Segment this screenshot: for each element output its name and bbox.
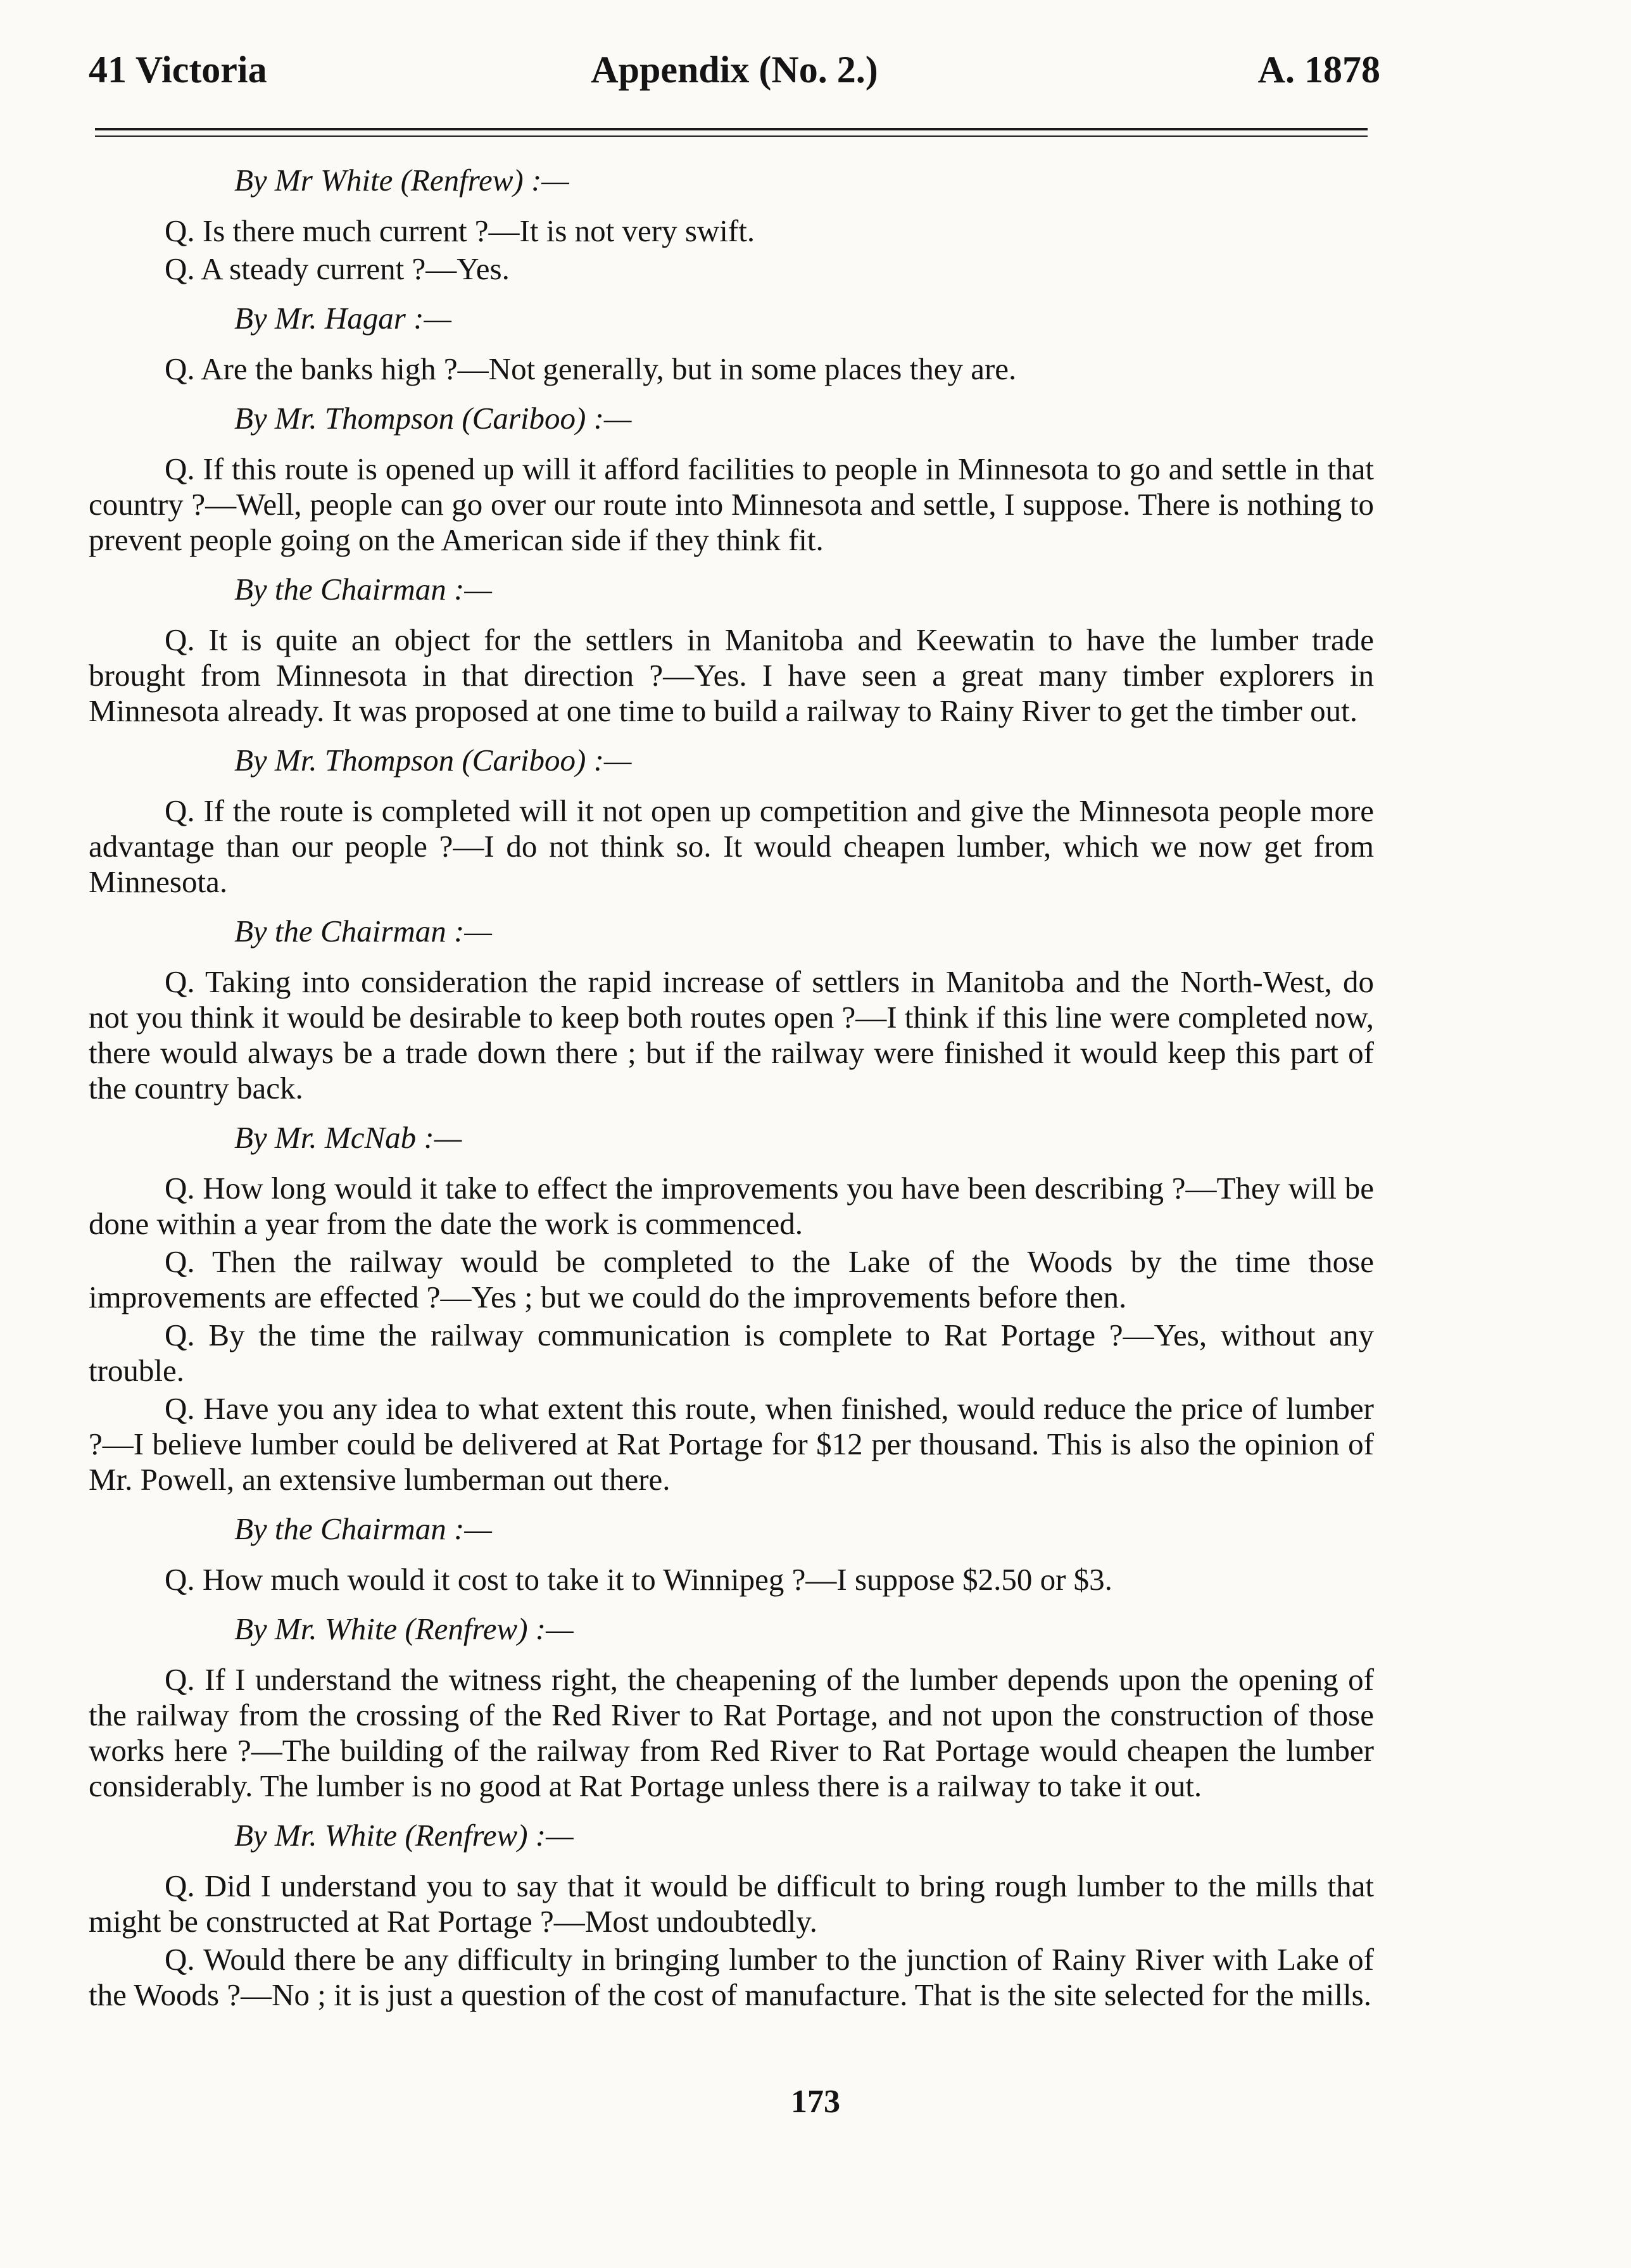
header-session: 41 Victoria [89, 49, 267, 91]
speaker-heading: By Mr. White (Renfrew) :— [234, 1611, 574, 1646]
question-answer: Q. By the time the railway communication is complete to Rat Portage ?—Yes, without any trouble. [89, 1318, 1374, 1388]
question-answer: Q. How much would it cost to take it to Winnipeg ?—I suppose $2.50 or $3. [165, 1562, 1112, 1597]
question-answer: Q. Is there much current ?—It is not very swift. [165, 213, 755, 248]
question-answer: Q. Then the railway would be completed to the Lake of the Woods by the time those improvements are effected ?—Yes ; but we could do the improvements before then. [89, 1244, 1374, 1314]
speaker-heading: By Mr. Thompson (Cariboo) :— [234, 743, 632, 778]
header-rule [95, 128, 1368, 130]
speaker-heading: By Mr. Thompson (Cariboo) :— [234, 401, 632, 436]
question-answer: Q. It is quite an object for the settlers in Manitoba and Keewatin to have the lumber trade brought from Minnesota in that direction ?—Yes. I have seen a great many timber explorers in Minnesota already. It was proposed at one time to build a railway to Rainy River to get the timber out. [89, 622, 1374, 728]
question-answer: Q. If I understand the witness right, the cheapening of the lumber depends upon the opening of the railway from the crossing of the Red River to Rat Portage, and not upon the construction of those works here ?—The building of the railway from Red River to Rat Portage would cheapen the lumber considerably. The lumber is no good at Rat Portage unless there is a railway to take it out. [89, 1662, 1374, 1803]
speaker-heading: By the Chairman :— [234, 572, 492, 607]
question-answer: Q. Have you any idea to what extent this route, when finished, would reduce the price of lumber ?—I believe lumber could be delivered at Rat Portage for $12 per thousand. This is also the opinion of Mr. Powell, an extensive lumberman out there. [89, 1391, 1374, 1497]
question-answer: Q. Are the banks high ?—Not generally, but in some places they are. [165, 351, 1017, 386]
running-header [89, 44, 1380, 95]
question-answer: Q. Would there be any difficulty in bringing lumber to the junction of Rainy River with Lake of the Woods ?—No ; it is just a question of the cost of manufacture. That is the site selected for the mills. [89, 1942, 1374, 2012]
question-answer: Q. If this route is opened up will it afford facilities to people in Minnesota to go and settle in that country ?—Well, people can go over our route into Minnesota and settle, I suppose. There is nothing to prevent people going on the American side if they think fit. [89, 451, 1374, 557]
speaker-heading: By the Chairman :— [234, 914, 492, 948]
header-rule-thin [95, 135, 1368, 137]
header-appendix: Appendix (No. 2.) [591, 49, 878, 91]
speaker-heading: By Mr. McNab :— [234, 1120, 462, 1155]
speaker-heading: By the Chairman :— [234, 1511, 492, 1546]
question-answer: Q. If the route is completed will it not open up competition and give the Minnesota people more advantage than our people ?—I do not think so. It would cheapen lumber, which we now get from Minnesota. [89, 793, 1374, 899]
speaker-heading: By Mr. White (Renfrew) :— [234, 1818, 574, 1853]
header-year: A. 1878 [1257, 49, 1380, 91]
question-answer: Q. How long would it take to effect the improvements you have been describing ?—They will be done within a year from the date the work is commenced. [89, 1171, 1374, 1241]
question-answer: Q. Taking into consideration the rapid increase of settlers in Manitoba and the North-West, do not you think it would be desirable to keep both routes open ?—I think if this line were completed now, there would always be a trade down there ; but if the railway were finished it would keep this part of the country back. [89, 964, 1374, 1106]
testimony-body [89, 161, 1374, 2025]
speaker-heading: By Mr White (Renfrew) :— [234, 163, 569, 198]
question-answer: Q. A steady current ?—Yes. [165, 251, 510, 286]
speaker-heading: By Mr. Hagar :— [234, 301, 451, 336]
question-answer: Q. Did I understand you to say that it would be difficult to bring rough lumber to the mills that might be constructed at Rat Portage ?—Most undoubtedly. [89, 1868, 1374, 1939]
page-number: 173 [791, 2084, 840, 2120]
